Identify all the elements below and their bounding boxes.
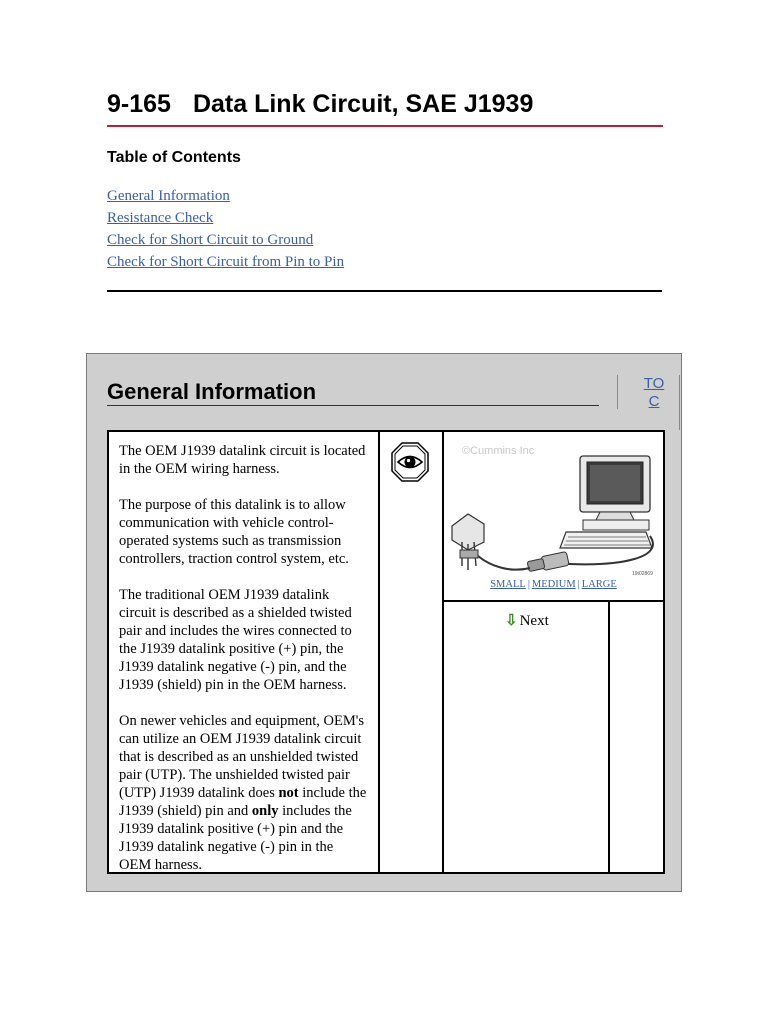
emphasis-only: only (251, 803, 279, 819)
next-link[interactable] (505, 611, 549, 630)
next-cell (444, 602, 610, 872)
illustration-cell (444, 432, 663, 602)
copyright-watermark: ©Cummins Inc (462, 445, 535, 457)
toc-link-short-circuit-pin-to-pin[interactable]: Check for Short Circuit from Pin to Pin (107, 254, 345, 270)
size-small-link[interactable]: SMALL (490, 579, 526, 590)
toc-item (107, 209, 344, 231)
toc-link-general-information[interactable]: General Information (107, 188, 230, 204)
separator: | (527, 579, 530, 590)
next-label: Next (519, 613, 549, 629)
toc-heading: Table of Contents (107, 149, 241, 166)
separator: | (577, 579, 580, 590)
eye-icon[interactable] (391, 442, 429, 482)
toc-list (107, 187, 344, 275)
page-title-text: Data Link Circuit, SAE J1939 (192, 90, 534, 118)
paragraph-utp-part: includes the J1939 datalink positive (+) pin and the J1939 datalink negative (-) pin in the OEM harness. (119, 803, 352, 872)
size-medium-link[interactable]: MEDIUM (531, 579, 576, 590)
paragraph-purpose: The purpose of this datalink is to allow communication with vehicle control-operated systems such as transmission controllers, traction control system, etc. (119, 497, 349, 567)
page-title (107, 90, 663, 127)
toc-right-border (679, 375, 680, 430)
emphasis-not: not (278, 785, 299, 801)
content-table (107, 430, 665, 874)
figure-id: 19t02869 (632, 571, 653, 577)
toc-separator (617, 375, 618, 409)
general-information-panel (86, 353, 682, 892)
paragraph-utp (119, 712, 368, 872)
toc-link-short-circuit-ground[interactable]: Check for Short Circuit to Ground (107, 232, 314, 248)
size-large-link[interactable]: LARGE (581, 579, 617, 590)
paragraph-utp-part: On newer vehicles and equipment, OEM's can utilize an OEM J1939 datalink circuit that is described as an unshielded twisted pair (UTP). The unshielded twisted pair (UTP) J1939 datalink does (119, 713, 365, 801)
paragraph-utp-part: include the J1939 (shield) pin and (119, 785, 367, 819)
paragraph-location: The OEM J1939 datalink circuit is located in the OEM wiring harness. (119, 443, 366, 477)
paragraph-traditional: The traditional OEM J1939 datalink circuit is described as a shielded twisted pair and includes the wires connected to the J1939 datalink positive (+) pin, the J1939 datalink negative (-) pin, and the J1939 (shield) pin in the OEM harness. (119, 587, 352, 693)
down-arrow-icon: ⇩ (505, 613, 518, 629)
toc-back-link[interactable]: TOC (643, 375, 665, 410)
toc-link-resistance-check[interactable]: Resistance Check (107, 210, 214, 226)
computer-datalink-illustration[interactable] (450, 438, 658, 578)
toc-item (107, 253, 344, 275)
image-size-links (444, 579, 663, 590)
toc-divider (107, 290, 662, 292)
section-number: 9-165 (107, 90, 171, 118)
text-column[interactable] (109, 432, 380, 872)
section-title: General Information (107, 379, 599, 406)
toc-item (107, 231, 344, 253)
icon-column (380, 432, 444, 872)
toc-item (107, 187, 344, 209)
